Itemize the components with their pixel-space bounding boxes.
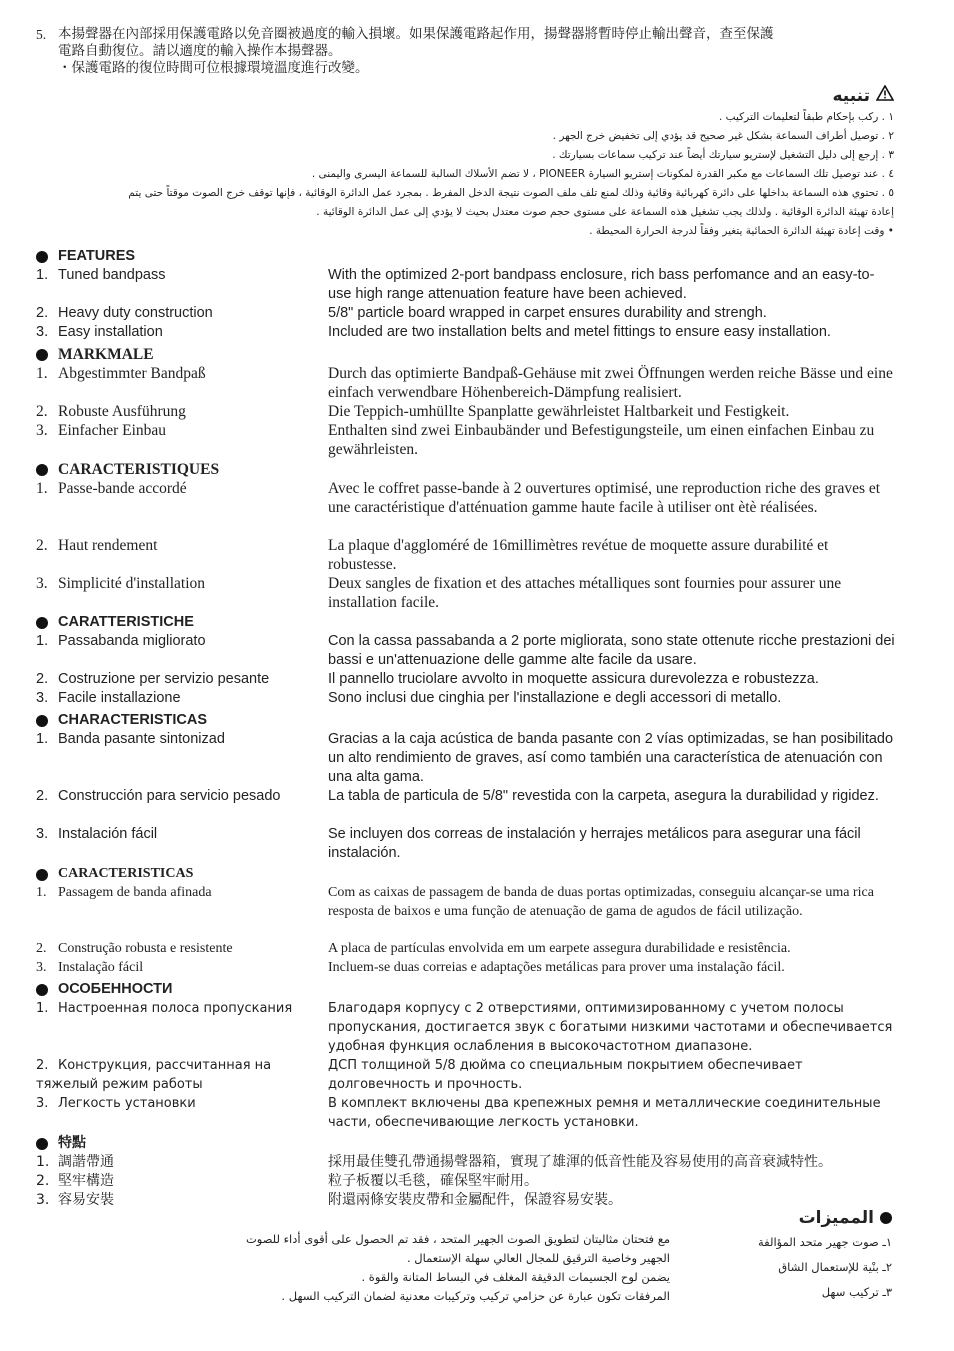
bullet-dot <box>36 1138 48 1150</box>
feature-label: Banda pasante sintonizad <box>58 731 225 747</box>
feature-label: Heavy duty construction <box>58 305 213 321</box>
arabic-caution-line: إعادة تهيئة الدائرة الوقائية . ولذلك يجب تشغيل هذه السماعة على مستوى حجم صوت معتدل بحيث لا يؤدي إلى عمل الدائرة الوقائية . <box>316 206 894 218</box>
feature-item: 2. 堅牢構造 粒子板覆以毛毯，確保堅牢耐用。 <box>36 1172 896 1191</box>
feature-desc: الجهير وخاصية الترقيق للمجال العالي سهلة الإستعمال . <box>406 1251 670 1265</box>
feature-label: ٣ـ تركيب سهل <box>821 1285 892 1299</box>
feature-item: 3. Facile installazione Sono inclusi due cinghia per l'installazione e degli accessori di metallo. <box>36 689 896 708</box>
feature-item: 1. Tuned bandpass With the optimized 2-port bandpass enclosure, rich bass perfomance and an easy-to-use high range attenuation feature have been achieved. <box>36 266 896 304</box>
feature-label: ١ـ صوت جهير متحد المؤالفة <box>758 1235 892 1249</box>
note-number: 5. <box>36 27 47 42</box>
feature-desc: 採用最佳雙孔帶通揚聲器箱，實現了雄渾的低音性能及容易使用的高音衰減特性。 <box>328 1154 832 1170</box>
feature-label: Passagem de banda afinada <box>58 885 212 900</box>
section-title: المميزات <box>798 1208 874 1228</box>
bullet-dot <box>36 617 48 629</box>
feature-label: Tuned bandpass <box>58 267 166 283</box>
feature-desc: 5/8" particle board wrapped in carpet ensures durability and strengh. <box>328 305 767 321</box>
feature-desc: La tabla de particula de 5/8" revestida con la carpeta, asegura la durabilidad y rigidez. <box>328 788 879 804</box>
feature-desc: La plaque d'aggloméré de 16millimètres revétue de moquette assure durabilité et robustesse. <box>328 537 829 573</box>
bullet-dot <box>36 349 48 361</box>
feature-desc: Enthalten sind zwei Einbaubänder und Befestigungsteile, um einen einfachen Einbau zu gewährleisten. <box>328 422 875 458</box>
feature-desc: Deux sangles de fixation et des attaches métalliques sont fournies pour assurer une installation facile. <box>328 575 842 611</box>
feature-desc: With the optimized 2-port bandpass enclosure, rich bass perfomance and an easy-to-use high range attenuation feature have been achieved. <box>328 267 875 302</box>
arabic-caution-line: • وقت إعادة تهيئة الدائرة الحمائية يتغير وفقاً لدرجة الحرارة المحيطة . <box>589 225 894 237</box>
features-section-pt <box>36 865 896 978</box>
feature-label: Facile installazione <box>58 690 181 706</box>
feature-label: Robuste Ausführung <box>58 403 186 420</box>
note-line: 電路自動復位。請以適度的輸入操作本揚聲器。 <box>58 43 342 59</box>
section-title: 特點 <box>58 1135 86 1151</box>
feature-label: 調諧帶通 <box>58 1154 114 1170</box>
features-section-fr <box>36 460 896 612</box>
feature-desc: Con la cassa passabanda a 2 porte migliorata, sono state ottenute ricche prestazioni dei bassi e un'attenuazione delle gamme alte facile da usare. <box>328 633 895 668</box>
arabic-caution-block <box>104 84 894 241</box>
section-title: MARKMALE <box>58 346 154 363</box>
feature-label: Abgestimmter Bandpaß <box>58 365 206 382</box>
arabic-caution-line: ٤ . عند توصيل تلك السماعات مع مكبر القدرة لمكونات إستريو السيارة PIONEER ، لا تضم الأسلاك السالبة للسماعة اليسرى واليمنى . <box>311 168 894 180</box>
section-title: CARACTERISTICAS <box>58 866 194 882</box>
note-line: 本揚聲器在內部採用保護電路以免音圈被過度的輸入損壞。如果保護電路起作用，揚聲器將暫時停止輸出聲音，查至保護 <box>58 26 774 42</box>
protection-circuit-note <box>36 26 906 77</box>
feature-item: 1. Passagem de banda afinada Com as caixas de passagem de banda de duas portas optimizadas, conseguiu alcançar-se uma rica resposta de baixos e uma função de atenuação de gama de agudos de fácil utilização. <box>36 884 896 940</box>
feature-label: Passabanda migliorato <box>58 633 206 649</box>
feature-item: 2. Heavy duty construction 5/8" particle board wrapped in carpet ensures durability and strengh. <box>36 304 896 323</box>
feature-desc: Avec le coffret passe-bande à 2 ouvertures optimisé, une reproduction riche des graves et une caractéristique d'atténuation gamme haute facile à utiliser ont ètè réalisées. <box>328 480 881 516</box>
feature-label: Настроенная полоса пропускания <box>58 1001 293 1016</box>
feature-item: 1. Passabanda migliorato Con la cassa passabanda a 2 porte migliorata, sono state ottenute ricche prestazioni dei bassi e un'attenuazione delle gamme alte facile da usare. <box>36 633 895 668</box>
feature-desc: Com as caixas de passagem de banda de duas portas optimizadas, conseguiu alcançar-se uma rica resposta de baixos e uma função de atenuação de gama de agudos de fácil utilização. <box>328 885 874 919</box>
feature-desc: Durch das optimierte Bandpaß-Gehäuse mit zwei Öffnungen werden reiche Bässe und eine einfach verwendbare Höhenbereich-Dämpfung realisiert. <box>328 365 893 401</box>
feature-label: Instalación fácil <box>58 826 158 842</box>
feature-label: ٢ـ بنْية للإستعمال الشاق <box>778 1260 892 1274</box>
features-section-de <box>36 345 896 459</box>
bullet-dot <box>36 869 48 881</box>
feature-item: 3. Einfacher Einbau Enthalten sind zwei Einbaubänder und Befestigungsteile, um einen einfachen Einbau zu gewährleisten. <box>36 421 896 459</box>
feature-item: 2. Construcción para servicio pesado La tabla de particula de 5/8" revestida con la carpeta, asegura la durabilidad y rigidez. <box>36 787 896 825</box>
feature-item: 3. Instalação fácil Incluem-se duas correias e adaptações metálicas para prover uma instalação fácil. <box>36 959 896 978</box>
bullet-dot <box>36 251 48 263</box>
feature-desc: 粒子板覆以毛毯，確保堅牢耐用。 <box>328 1173 538 1189</box>
feature-label: Construção robusta e resistente <box>58 941 233 956</box>
feature-label: Simplicité d'installation <box>58 575 206 592</box>
feature-item: 1. Abgestimmter Bandpaß Durch das optimierte Bandpaß-Gehäuse mit zwei Öffnungen werden reiche Bässe und eine einfach verwendbare Höhenbereich-Dämpfung realisiert. <box>36 364 896 402</box>
feature-label: Легкость установки <box>58 1096 196 1111</box>
feature-item: 1. 調諧帶通 採用最佳雙孔帶通揚聲器箱，實現了雄渾的低音性能及容易使用的高音衰減特性。 <box>36 1153 896 1172</box>
warning-triangle-icon <box>876 84 894 108</box>
feature-desc: A placa de partículas envolvida em um earpete assegura durabilidade e resistência. <box>328 941 791 956</box>
features-section-ru <box>36 980 896 1132</box>
feature-desc: 附還兩條安裝皮帶和金屬配件，保證容易安裝。 <box>328 1192 622 1208</box>
section-title: ОСОБЕННОСТИ <box>58 981 173 997</box>
feature-item: 2. Конструкция, рассчитанная на тяжелый режим работы ДСП толщиной 5/8 дюйма со специальным покрытием обеспечивает долговечность и прочность. <box>36 1056 896 1094</box>
arabic-caution-line: ٢ . توصيل أطراف السماعة بشكل غير صحيح قد يؤدي إلى تخفيض خرج الجهر . <box>552 130 894 142</box>
arabic-feature-labels <box>702 1230 892 1305</box>
bullet-dot <box>36 984 48 996</box>
feature-desc: Included are two installation belts and metel fittings to ensure easy installation. <box>328 324 831 340</box>
bullet-dot <box>880 1212 892 1224</box>
feature-label: Instalação fácil <box>58 960 144 975</box>
feature-desc: Incluem-se duas correias e adaptações metálicas para prover uma instalação fácil. <box>328 960 785 975</box>
feature-desc: Sono inclusi due cinghia per l'installazione e degli accessori di metallo. <box>328 690 782 706</box>
feature-desc: المرفقات تكون عبارة عن حزامي تركيب وتركيبات معدنية لضمان التركيب السهل . <box>281 1289 670 1303</box>
feature-item: 3. Легкость установки В комплект включены два крепежных ремня и металлические соединительные части, обеспечивающие легкость установки. <box>36 1094 896 1132</box>
feature-item: 1. Banda pasante sintonizad Gracias a la caja acústica de banda pasante con 2 vías optimizadas, se han posibilitado un alto rendimiento de graves, así como también una característica de atenuación con una alta gama. <box>36 730 896 787</box>
section-title: CARACTERISTIQUES <box>58 461 220 478</box>
feature-label: Construcción para servicio pesado <box>58 788 281 804</box>
features-section-zh <box>36 1134 896 1210</box>
feature-item: 1. Passe-bande accordé Avec le coffret passe-bande à 2 ouvertures optimisé, une reproduction riche des graves et une caractéristique d'atténuation gamme haute facile à utiliser ont ètè réalisées. <box>36 479 896 536</box>
feature-label: 堅牢構造 <box>58 1173 114 1189</box>
features-section-it <box>36 613 896 708</box>
feature-label: Easy installation <box>58 324 163 340</box>
feature-item: 3. Instalación fácil Se incluyen dos correas de instalación y herrajes metálicos para asegurar una fácil instalación. <box>36 825 896 863</box>
arabic-caution-line: ٣ . إرجع إلى دليل التشغيل لإستريو سيارتك أيضاً عند تركيب سماعات بسيارتك . <box>552 149 894 161</box>
feature-label: Конструкция, рассчитанная на тяжелый режим работы <box>36 1058 272 1092</box>
feature-desc: Благодаря корпусу с 2 отверстиями, оптимизированному с учетом полосы пропускания, достигается звук с богатыми низкими частотами и обеспечивается удобная функция ослабления в высокочастотном диапазоне. <box>328 1001 893 1054</box>
section-title: CHARACTERISTICAS <box>58 712 208 728</box>
bullet-dot <box>36 464 48 476</box>
feature-item: 1. Настроенная полоса пропускания Благодаря корпусу с 2 отверстиями, оптимизированному с учетом полосы пропускания, достигается звук с богатыми низкими частотами и обеспечивается удобная функция ослабления в высокочастотном диапазоне. <box>36 999 896 1056</box>
features-section-en <box>36 247 896 342</box>
feature-item: 2. Construção robusta e resistente A placa de partículas envolvida em um earpete assegura durabilidade e resistência. <box>36 940 896 959</box>
feature-desc: Il pannello truciolare avvolto in moquette assicura durevolezza e robustezza. <box>328 671 819 687</box>
arabic-caution-line: ١ . ركب بإحكام طبقاً لتعليمات التركيب . <box>719 111 894 123</box>
feature-label: Passe-bande accordé <box>58 480 187 497</box>
arabic-feature-descs <box>200 1230 670 1306</box>
feature-desc: يضمن لوح الجسيمات الدقيقة المغلف في البساط المتانة والقوة . <box>361 1270 670 1284</box>
feature-desc: Se incluyen dos correas de instalación y herrajes metálicos para asegurar una fácil instalación. <box>328 826 861 861</box>
feature-label: 容易安裝 <box>58 1192 114 1208</box>
note-bullet: ・保護電路的復位時間可位根據環境溫度進行改變。 <box>58 60 369 76</box>
bullet-dot <box>36 715 48 727</box>
feature-desc: ДСП толщиной 5/8 дюйма со специальным покрытием обеспечивает долговечность и прочность. <box>328 1058 803 1092</box>
feature-desc: В комплект включены два крепежных ремня и металлические соединительные части, обеспечивающие легкость установки. <box>328 1096 881 1130</box>
feature-label: Haut rendement <box>58 537 158 554</box>
feature-label: Costruzione per servizio pesante <box>58 671 270 687</box>
feature-desc: Die Teppich-umhüllte Spanplatte gewährleistet Haltbarkeit und Festigkeit. <box>328 403 790 420</box>
section-title: CARATTERISTICHE <box>58 614 194 630</box>
feature-item: 3. Easy installation Included are two installation belts and metel fittings to ensure easy installation. <box>36 323 896 342</box>
arabic-features-heading <box>799 1206 892 1230</box>
feature-item: 2. Costruzione per servizio pesante Il pannello truciolare avvolto in moquette assicura durevolezza e robustezza. <box>36 670 896 689</box>
feature-desc: مع فتحتان مثاليتان لتطويق الصوت الجهير المتحد ، فقد تم الحصول على أقوى أداء للصوت <box>245 1232 670 1246</box>
feature-item: 2. Haut rendement La plaque d'aggloméré de 16millimètres revétue de moquette assure durabilité et robustesse. <box>36 536 896 574</box>
features-section-es <box>36 711 896 863</box>
arabic-caution-line: ٥ . تحتوي هذه السماعة بداخلها على دائرة كهربائية وقائية وذلك لمنع تلف ملف الصوت نتيجة الدخل المفرط . بمجرد عمل الدائرة الوقائية ، فإنها توقف خرج الصوت موقتاً حتى يتم <box>128 187 894 199</box>
arabic-caution-title: تنبيه <box>104 84 894 108</box>
feature-label: Einfacher Einbau <box>58 422 167 439</box>
section-title: FEATURES <box>58 248 136 264</box>
feature-desc: Gracias a la caja acústica de banda pasante con 2 vías optimizadas, se han posibilitado un alto rendimiento de graves, así como también una característica de atenuación con una alta gama. <box>328 731 894 785</box>
feature-item: 3. 容易安裝 附還兩條安裝皮帶和金屬配件，保證容易安裝。 <box>36 1191 896 1210</box>
feature-item: 2. Robuste Ausführung Die Teppich-umhüllte Spanplatte gewährleistet Haltbarkeit und Festigkeit. <box>36 402 896 421</box>
feature-item: 3. Simplicité d'installation Deux sangles de fixation et des attaches métalliques sont fournies pour assurer une installation facile. <box>36 574 896 612</box>
